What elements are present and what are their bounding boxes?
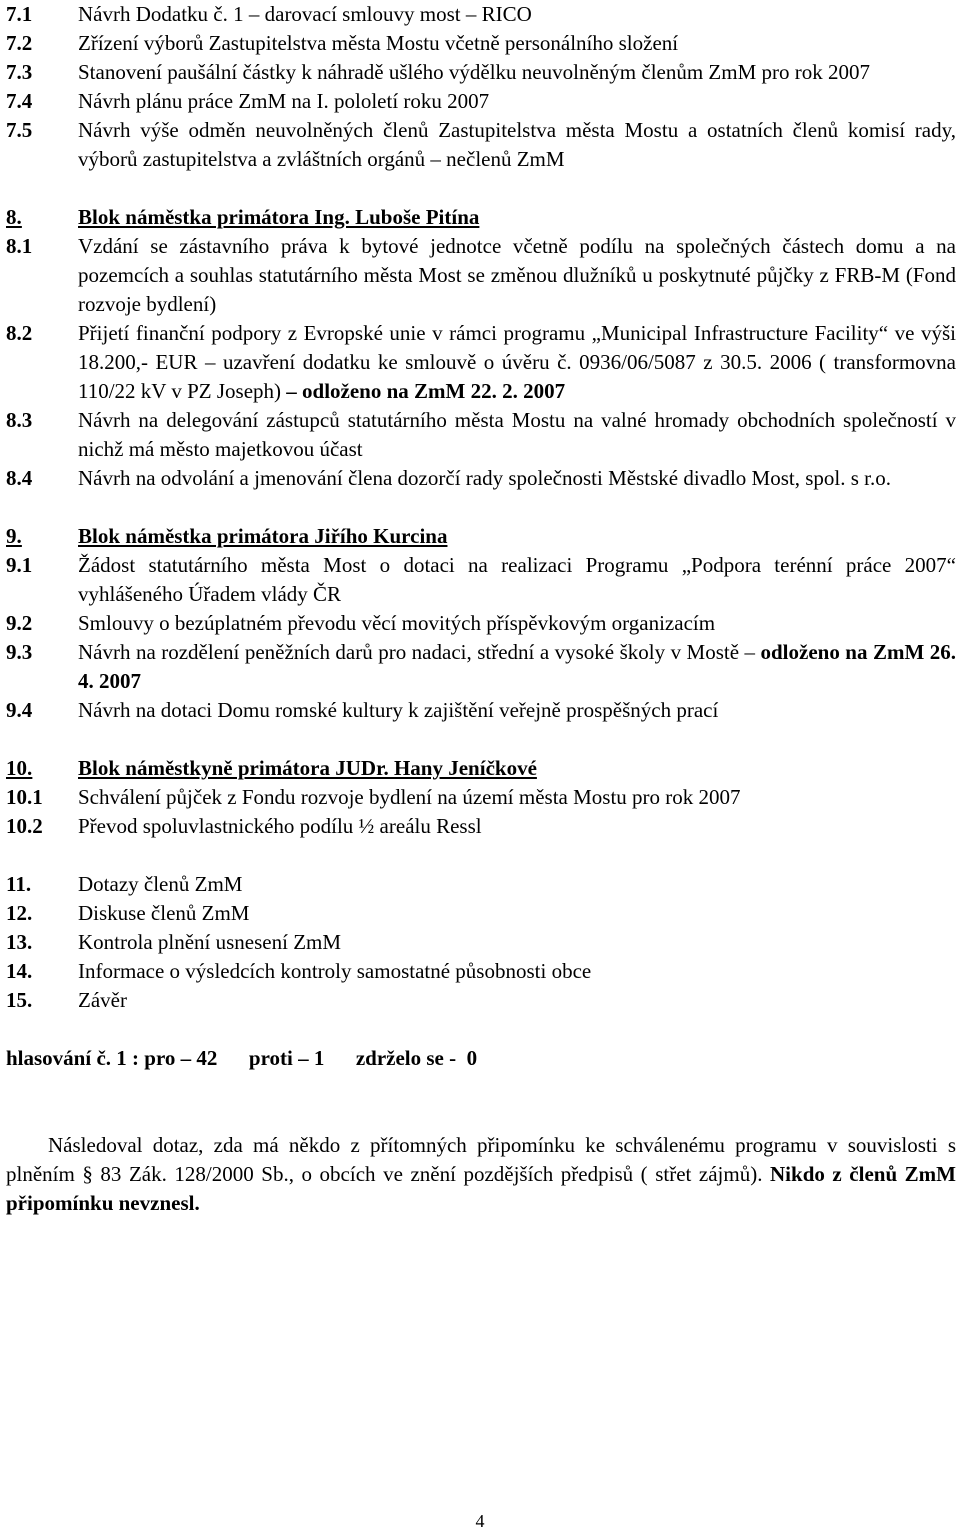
item-number: 9.2 — [6, 611, 33, 635]
agenda-item — [6, 232, 956, 319]
item-text: Převod spoluvlastnického podílu ½ areálu Ressl — [78, 814, 482, 838]
item-number: 12. — [6, 901, 33, 925]
item-text: Smlouvy o bezúplatném převodu věcí movitých příspěvkovým organizacím — [78, 611, 716, 635]
item-note-postponed: odloženo na ZmM 26. 4. 2007 — [78, 640, 957, 693]
paragraph — [6, 1131, 956, 1218]
section-title: Blok náměstka primátora Jiřího Kurcina — [78, 524, 448, 548]
section-heading-8 — [6, 203, 956, 232]
item-text: Zřízení výborů Zastupitelstva města Mostu včetně personálního složení — [78, 31, 679, 55]
agenda-item — [6, 87, 956, 116]
agenda-item — [6, 899, 956, 928]
item-text: Návrh výše odměn neuvolněných členů Zastupitelstva města Mostu a ostatních členů komisí rady, výborů zastupitelstva a zvláštních orgánů – nečlenů ZmM — [78, 118, 956, 171]
agenda-item — [6, 638, 956, 696]
item-text: Dotazy členů ZmM — [78, 872, 243, 896]
spacer — [6, 493, 956, 522]
item-number: 8.2 — [6, 321, 33, 345]
section-title: Blok náměstka primátora Ing. Luboše Pitína — [78, 205, 480, 229]
item-number: 8.1 — [6, 234, 33, 258]
spacer — [6, 1015, 956, 1044]
agenda-item — [6, 551, 956, 609]
spacer — [6, 174, 956, 203]
agenda-item — [6, 870, 956, 899]
spacer — [6, 1073, 956, 1102]
agenda-item — [6, 0, 956, 29]
item-number: 7.5 — [6, 118, 33, 142]
item-text: Stanovení paušální částky k náhradě ušlého výdělku neuvolněným členům ZmM pro rok 2007 — [78, 60, 871, 84]
section-number: 10. — [6, 756, 33, 780]
section-heading-10 — [6, 754, 956, 783]
paragraph-text: Následoval dotaz, zda má někdo z přítomných připomínku ke schválenému programu v souvislosti s plněním § 83 Zák. 128/2000 Sb., o obcích ve znění pozdějších předpisů ( střet zájmů). — [6, 1133, 956, 1186]
agenda-item — [6, 928, 956, 957]
agenda-item — [6, 609, 956, 638]
item-text: Informace o výsledcích kontroly samostatné působnosti obce — [78, 959, 592, 983]
item-number: 8.3 — [6, 408, 33, 432]
item-text: Diskuse členů ZmM — [78, 901, 250, 925]
agenda-item — [6, 696, 956, 725]
agenda-item — [6, 116, 956, 174]
item-text — [78, 638, 956, 696]
item-number: 7.1 — [6, 2, 33, 26]
agenda-item — [6, 29, 956, 58]
item-number: 10.2 — [6, 814, 43, 838]
item-text — [78, 319, 956, 406]
item-number: 10.1 — [6, 785, 43, 809]
item-text: Návrh Dodatku č. 1 – darovací smlouvy most – RICO — [78, 2, 532, 26]
item-note-postponed: – odloženo na ZmM 22. 2. 2007 — [286, 379, 566, 403]
item-text: Schválení půjček z Fondu rozvoje bydlení na území města Mostu pro rok 2007 — [78, 785, 741, 809]
item-text: Návrh na delegování zástupců statutárního města Mostu na valné hromady obchodních společností v nichž má město majetkovou účast — [78, 408, 956, 461]
paragraph-conclusion: Nikdo z členů ZmM připomínku nevznesl. — [6, 1162, 956, 1215]
item-number: 9.4 — [6, 698, 33, 722]
item-text: Žádost statutárního města Most o dotaci na realizaci Programu „Podpora terénní práce 2007“ vyhlášeného Úřadem vlády ČR — [78, 553, 956, 606]
section-number: 8. — [6, 205, 22, 229]
item-number: 14. — [6, 959, 33, 983]
vote-result: hlasování č. 1 : pro – 42 proti – 1 zdrželo se - 0 — [6, 1046, 478, 1070]
agenda-item — [6, 783, 956, 812]
spacer — [6, 841, 956, 870]
page-number: 4 — [475, 1511, 485, 1531]
agenda-body — [6, 0, 956, 1218]
item-text: Návrh plánu práce ZmM na I. pololetí roku 2007 — [78, 89, 490, 113]
agenda-item — [6, 986, 956, 1015]
item-text-main: Návrh na rozdělení peněžních darů pro nadaci, střední a vysoké školy v Mostě – — [78, 640, 761, 664]
agenda-item — [6, 319, 956, 406]
item-number: 9.1 — [6, 553, 33, 577]
agenda-item — [6, 812, 956, 841]
spacer — [6, 1102, 956, 1131]
spacer — [6, 725, 956, 754]
section-heading-9 — [6, 522, 956, 551]
item-number: 7.2 — [6, 31, 33, 55]
item-number: 11. — [6, 872, 32, 896]
item-number: 7.4 — [6, 89, 33, 113]
agenda-item — [6, 58, 956, 87]
agenda-item — [6, 406, 956, 464]
agenda-item — [6, 957, 956, 986]
item-text: Návrh na dotaci Domu romské kultury k zajištění veřejně prospěšných prací — [78, 698, 719, 722]
item-number: 15. — [6, 988, 33, 1012]
section-title: Blok náměstkyně primátora JUDr. Hany Jeníčkové — [78, 756, 537, 780]
agenda-item — [6, 464, 956, 493]
item-text: Závěr — [78, 988, 127, 1012]
item-number: 7.3 — [6, 60, 33, 84]
item-number: 9.3 — [6, 640, 33, 664]
item-number: 8.4 — [6, 466, 33, 490]
item-text: Kontrola plnění usnesení ZmM — [78, 930, 342, 954]
item-text: Návrh na odvolání a jmenování člena dozorčí rady společnosti Městské divadlo Most, spol. s r.o. — [78, 466, 892, 490]
item-text: Vzdání se zástavního práva k bytové jednotce včetně podílu na společných částech domu a na pozemcích a souhlas statutárního města Most se změnou dlužníků u poskytnuté půjčky z FRB-M (Fond rozvoje bydlení) — [78, 234, 956, 316]
item-text-main: Přijetí finanční podpory z Evropské unie v rámci programu „Municipal Infrastructure Facility“ ve výši 18.200,- EUR – uzavření dodatku ke smlouvě o úvěru č. 0936/06/5087 z 30.5. 2006 ( transformovna 110/22 kV v PZ Joseph) — [78, 321, 956, 403]
item-number: 13. — [6, 930, 33, 954]
section-number: 9. — [6, 524, 22, 548]
